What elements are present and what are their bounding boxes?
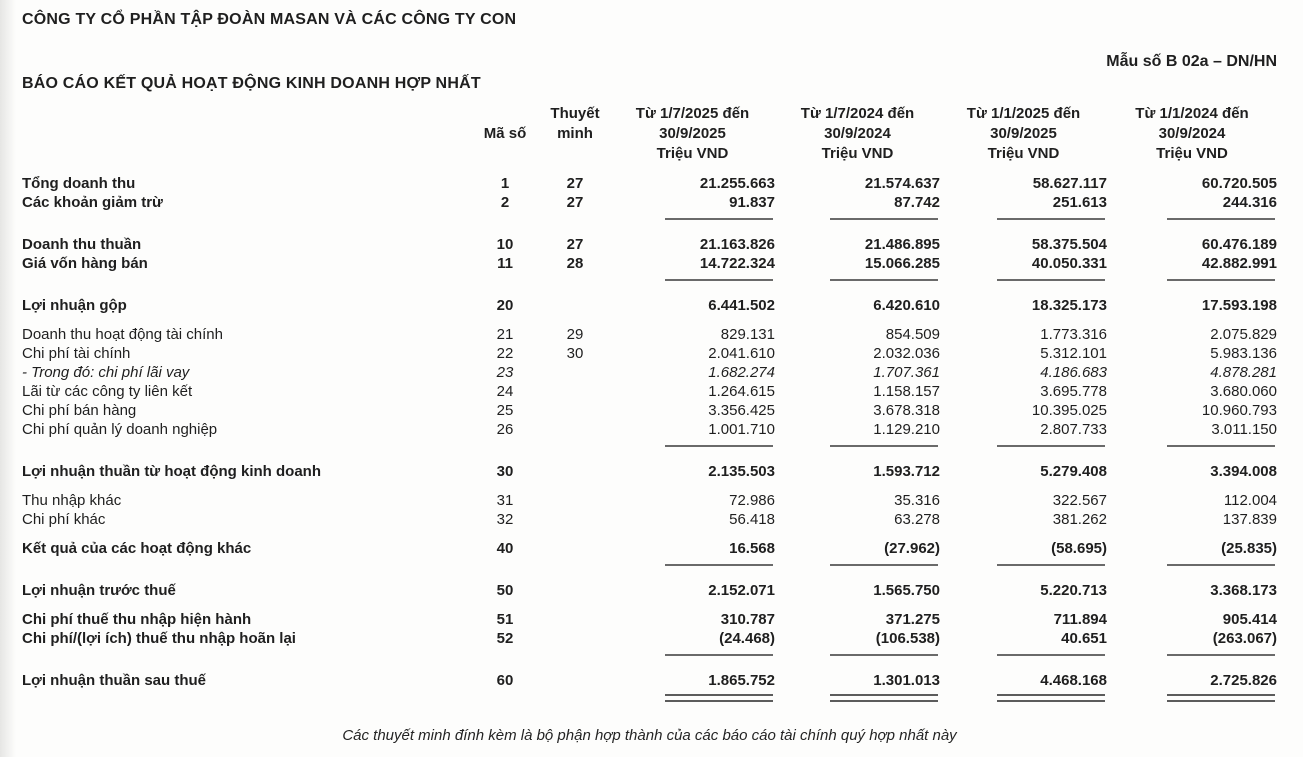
rule-row — [22, 690, 1277, 703]
row-code: 52 — [496, 630, 514, 647]
row-note: 27 — [566, 236, 584, 253]
subtotal-rule — [665, 218, 773, 220]
row-value: 58.627.117 — [1032, 175, 1107, 192]
row-label: Tổng doanh thu — [22, 175, 136, 192]
rule-row — [22, 439, 1277, 452]
subtotal-rule — [997, 279, 1105, 281]
subtotal-rule — [1167, 564, 1275, 566]
report-title: BÁO CÁO KẾT QUẢ HOẠT ĐỘNG KINH DOANH HỢP NHẤT — [22, 75, 481, 92]
row-label: Doanh thu thuần — [22, 236, 142, 253]
row-label: Lợi nhuận trước thuế — [22, 582, 176, 599]
row-value: 3.394.008 — [1210, 463, 1277, 480]
subtotal-rule — [997, 445, 1105, 447]
double-total-rule — [830, 694, 938, 702]
row-label: Chi phí tài chính — [22, 345, 131, 362]
double-total-rule — [1167, 694, 1275, 702]
row-value: 21.163.826 — [699, 236, 775, 253]
row-code: 40 — [496, 540, 514, 557]
row-note — [540, 420, 610, 439]
row-value: (25.835) — [1221, 540, 1277, 557]
rule-row — [22, 558, 1277, 571]
column-header-line: Từ 1/7/2024 đến — [800, 105, 915, 122]
row-value: 16.568 — [729, 540, 775, 557]
column-header-line: Triệu VND — [987, 145, 1060, 162]
row-note — [540, 401, 610, 420]
column-header-note — [540, 104, 610, 164]
row-value: 1.158.157 — [873, 383, 940, 400]
row-value: 58.375.504 — [1031, 236, 1107, 253]
column-header-line: Thuyết — [550, 105, 600, 122]
row-value: 1.565.750 — [873, 582, 940, 599]
row-value: 4.468.168 — [1040, 672, 1107, 689]
subtotal-rule — [997, 218, 1105, 220]
row-value: 3.680.060 — [1210, 383, 1277, 400]
row-value: 21.486.895 — [864, 236, 940, 253]
row-code: 26 — [496, 421, 514, 438]
row-value: 42.882.991 — [1201, 255, 1277, 272]
table-row — [22, 254, 1277, 273]
table-row — [22, 510, 1277, 529]
subtotal-rule — [1167, 654, 1275, 656]
row-value: 1.301.013 — [873, 672, 940, 689]
table-row — [22, 382, 1277, 401]
row-value: 5.312.101 — [1040, 345, 1107, 362]
table-row — [22, 600, 1277, 629]
row-code: 2 — [500, 194, 510, 211]
table-row — [22, 363, 1277, 382]
row-note: 30 — [566, 345, 584, 362]
row-value: (106.538) — [875, 630, 940, 647]
subtotal-rule — [665, 445, 773, 447]
row-value: 1.773.316 — [1040, 326, 1107, 343]
row-label: Lợi nhuận thuần sau thuế — [22, 672, 206, 689]
column-header-period-2 — [775, 104, 940, 164]
row-note — [540, 286, 610, 315]
row-note — [540, 382, 610, 401]
subtotal-rule — [1167, 279, 1275, 281]
row-value: 1.682.274 — [708, 364, 775, 381]
row-value: 10.960.793 — [1201, 402, 1277, 419]
row-note — [540, 629, 610, 648]
row-value: 60.476.189 — [1201, 236, 1277, 253]
column-header-line: 30/9/2024 — [824, 125, 891, 142]
row-code: 21 — [496, 326, 514, 343]
table-row — [22, 315, 1277, 344]
row-value: 137.839 — [1222, 511, 1277, 528]
row-value: 310.787 — [720, 611, 775, 628]
row-label: Chi phí thuế thu nhập hiện hành — [22, 611, 252, 628]
row-value: 5.983.136 — [1210, 345, 1277, 362]
table-row — [22, 401, 1277, 420]
subtotal-rule — [1167, 445, 1275, 447]
row-value: 4.186.683 — [1040, 364, 1107, 381]
row-value: 2.807.733 — [1040, 421, 1107, 438]
row-value: 15.066.285 — [864, 255, 940, 272]
row-label: Kết quả của các hoạt động khác — [22, 540, 252, 557]
row-value: 14.722.324 — [699, 255, 775, 272]
row-value: 60.720.505 — [1201, 175, 1277, 192]
row-code: 1 — [500, 175, 510, 192]
row-value: (58.695) — [1051, 540, 1107, 557]
row-value: 56.418 — [729, 511, 775, 528]
row-value: 2.075.829 — [1210, 326, 1277, 343]
column-header-period-4 — [1107, 104, 1277, 164]
row-code: 10 — [496, 236, 514, 253]
table-header-row — [22, 104, 1277, 164]
table-row — [22, 420, 1277, 439]
row-label: Các khoản giảm trừ — [22, 194, 163, 211]
row-value: 72.986 — [729, 492, 775, 509]
row-value: (24.468) — [719, 630, 775, 647]
row-value: 829.131 — [720, 326, 775, 343]
row-note: 27 — [566, 194, 584, 211]
row-value: 3.368.173 — [1210, 582, 1277, 599]
table-row — [22, 164, 1277, 193]
row-value: 5.220.713 — [1040, 582, 1107, 599]
subtotal-rule — [665, 654, 773, 656]
row-value: 91.837 — [729, 194, 775, 211]
row-value: 21.574.637 — [864, 175, 940, 192]
row-value: 711.894 — [1053, 611, 1107, 628]
row-code: 50 — [496, 582, 514, 599]
table-row — [22, 529, 1277, 558]
table-row — [22, 193, 1277, 212]
subtotal-rule — [1167, 218, 1275, 220]
rule-row — [22, 212, 1277, 225]
row-label: Doanh thu hoạt động tài chính — [22, 326, 223, 343]
row-code: 32 — [496, 511, 514, 528]
row-value: 1.865.752 — [708, 672, 775, 689]
column-header-line: minh — [557, 125, 593, 142]
row-value: (263.067) — [1212, 630, 1277, 647]
column-header-line: 30/9/2024 — [1158, 125, 1226, 142]
row-value: 3.695.778 — [1040, 383, 1107, 400]
row-value: 2.032.036 — [873, 345, 940, 362]
row-value: 2.135.503 — [708, 463, 775, 480]
column-header-period-3 — [940, 104, 1107, 164]
row-value: 381.262 — [1052, 511, 1107, 528]
row-value: 905.414 — [1222, 611, 1277, 628]
row-value: 6.441.502 — [708, 297, 775, 314]
row-value: 35.316 — [894, 492, 940, 509]
column-header-line: 30/9/2025 — [659, 125, 726, 142]
row-note — [540, 452, 610, 481]
row-note: 29 — [566, 326, 584, 343]
subtotal-rule — [830, 218, 938, 220]
table-row — [22, 629, 1277, 648]
row-note: 28 — [566, 255, 584, 272]
row-value: 21.255.663 — [699, 175, 775, 192]
column-header-line: Triệu VND — [656, 145, 729, 162]
row-code: 31 — [496, 492, 514, 509]
table-row — [22, 344, 1277, 363]
row-note — [540, 529, 610, 558]
row-note — [540, 571, 610, 600]
row-label: Chi phí quản lý doanh nghiệp — [22, 421, 218, 438]
row-label: Chi phí khác — [22, 511, 106, 528]
row-note — [540, 363, 610, 382]
column-header-line: 30/9/2025 — [990, 125, 1057, 142]
row-code: 30 — [496, 463, 514, 480]
form-number: Mẫu số B 02a – DN/HN — [1106, 53, 1277, 70]
row-value: 3.678.318 — [873, 402, 940, 419]
subtotal-rule — [830, 654, 938, 656]
row-label: Chi phí/(lợi ích) thuế thu nhập hoãn lại — [22, 630, 296, 647]
row-value: 40.651 — [1061, 630, 1107, 647]
row-value: 6.420.610 — [873, 297, 940, 314]
row-note — [540, 510, 610, 529]
row-value: 371.275 — [885, 611, 940, 628]
row-value: 10.395.025 — [1031, 402, 1107, 419]
row-value: 4.878.281 — [1210, 364, 1277, 381]
rule-row — [22, 648, 1277, 661]
column-header-code — [470, 104, 540, 164]
income-statement-table — [22, 104, 1277, 703]
row-value: 2.152.071 — [708, 582, 775, 599]
column-header-line: Triệu VND — [821, 145, 894, 162]
row-value: 854.509 — [885, 326, 940, 343]
table-row — [22, 481, 1277, 510]
column-header-line: Triệu VND — [1156, 145, 1228, 162]
company-name: CÔNG TY CỔ PHẦN TẬP ĐOÀN MASAN VÀ CÁC CÔNG TY CON — [22, 11, 517, 28]
row-value: 3.356.425 — [708, 402, 775, 419]
row-value: 87.742 — [894, 194, 940, 211]
footnote: Các thuyết minh đính kèm là bộ phận hợp thành của các báo cáo tài chính quý hợp nhất này — [342, 727, 957, 744]
row-label: Lãi từ các công ty liên kết — [22, 383, 193, 400]
row-code: 23 — [496, 364, 514, 381]
table-row — [22, 286, 1277, 315]
column-header-line: Mã số — [483, 125, 527, 142]
subtotal-rule — [665, 279, 773, 281]
subtotal-rule — [997, 564, 1105, 566]
row-value: 322.567 — [1052, 492, 1107, 509]
subtotal-rule — [665, 564, 773, 566]
row-value: 1.264.615 — [708, 383, 775, 400]
row-label: Chi phí bán hàng — [22, 402, 137, 419]
subtotal-rule — [997, 654, 1105, 656]
row-value: 1.129.210 — [873, 421, 940, 438]
row-note — [540, 600, 610, 629]
table-row — [22, 661, 1277, 690]
row-value: (27.962) — [884, 540, 940, 557]
row-label: Lợi nhuận gộp — [22, 297, 127, 314]
row-value: 3.011.150 — [1211, 421, 1277, 438]
row-value: 1.593.712 — [873, 463, 940, 480]
row-value: 2.041.610 — [708, 345, 775, 362]
row-value: 40.050.331 — [1031, 255, 1107, 272]
row-note: 27 — [566, 175, 584, 192]
column-header-line: Từ 1/1/2025 đến — [966, 105, 1081, 122]
double-total-rule — [665, 694, 773, 702]
row-code: 51 — [496, 611, 514, 628]
row-value: 251.613 — [1052, 194, 1107, 211]
row-code: 20 — [496, 297, 514, 314]
row-value: 2.725.826 — [1210, 672, 1277, 689]
subtotal-rule — [830, 445, 938, 447]
column-header-line: Từ 1/1/2024 đến — [1135, 105, 1249, 122]
row-label: Lợi nhuận thuần từ hoạt động kinh doanh — [22, 463, 321, 480]
row-code: 22 — [496, 345, 514, 362]
row-value: 5.279.408 — [1040, 463, 1107, 480]
row-value: 1.001.710 — [708, 421, 775, 438]
row-value: 1.707.361 — [873, 364, 940, 381]
row-value: 112.004 — [1223, 492, 1277, 509]
double-total-rule — [997, 694, 1105, 702]
subtotal-rule — [830, 279, 938, 281]
row-note — [540, 661, 610, 690]
row-label: Thu nhập khác — [22, 492, 122, 509]
row-note — [540, 481, 610, 510]
table-row — [22, 225, 1277, 254]
row-code: 60 — [496, 672, 514, 689]
row-value: 244.316 — [1222, 194, 1277, 211]
row-value: 18.325.173 — [1031, 297, 1107, 314]
row-value: 17.593.198 — [1201, 297, 1277, 314]
table-row — [22, 571, 1277, 600]
row-label: - Trong đó: chi phí lãi vay — [22, 364, 190, 381]
row-code: 24 — [496, 383, 514, 400]
row-code: 11 — [497, 255, 513, 272]
column-header-period-1 — [610, 104, 775, 164]
rule-row — [22, 273, 1277, 286]
row-label: Giá vốn hàng bán — [22, 255, 148, 272]
row-code: 25 — [496, 402, 514, 419]
column-header-label — [22, 104, 470, 164]
row-value: 63.278 — [894, 511, 940, 528]
subtotal-rule — [830, 564, 938, 566]
column-header-line: Từ 1/7/2025 đến — [635, 105, 750, 122]
table-row — [22, 452, 1277, 481]
